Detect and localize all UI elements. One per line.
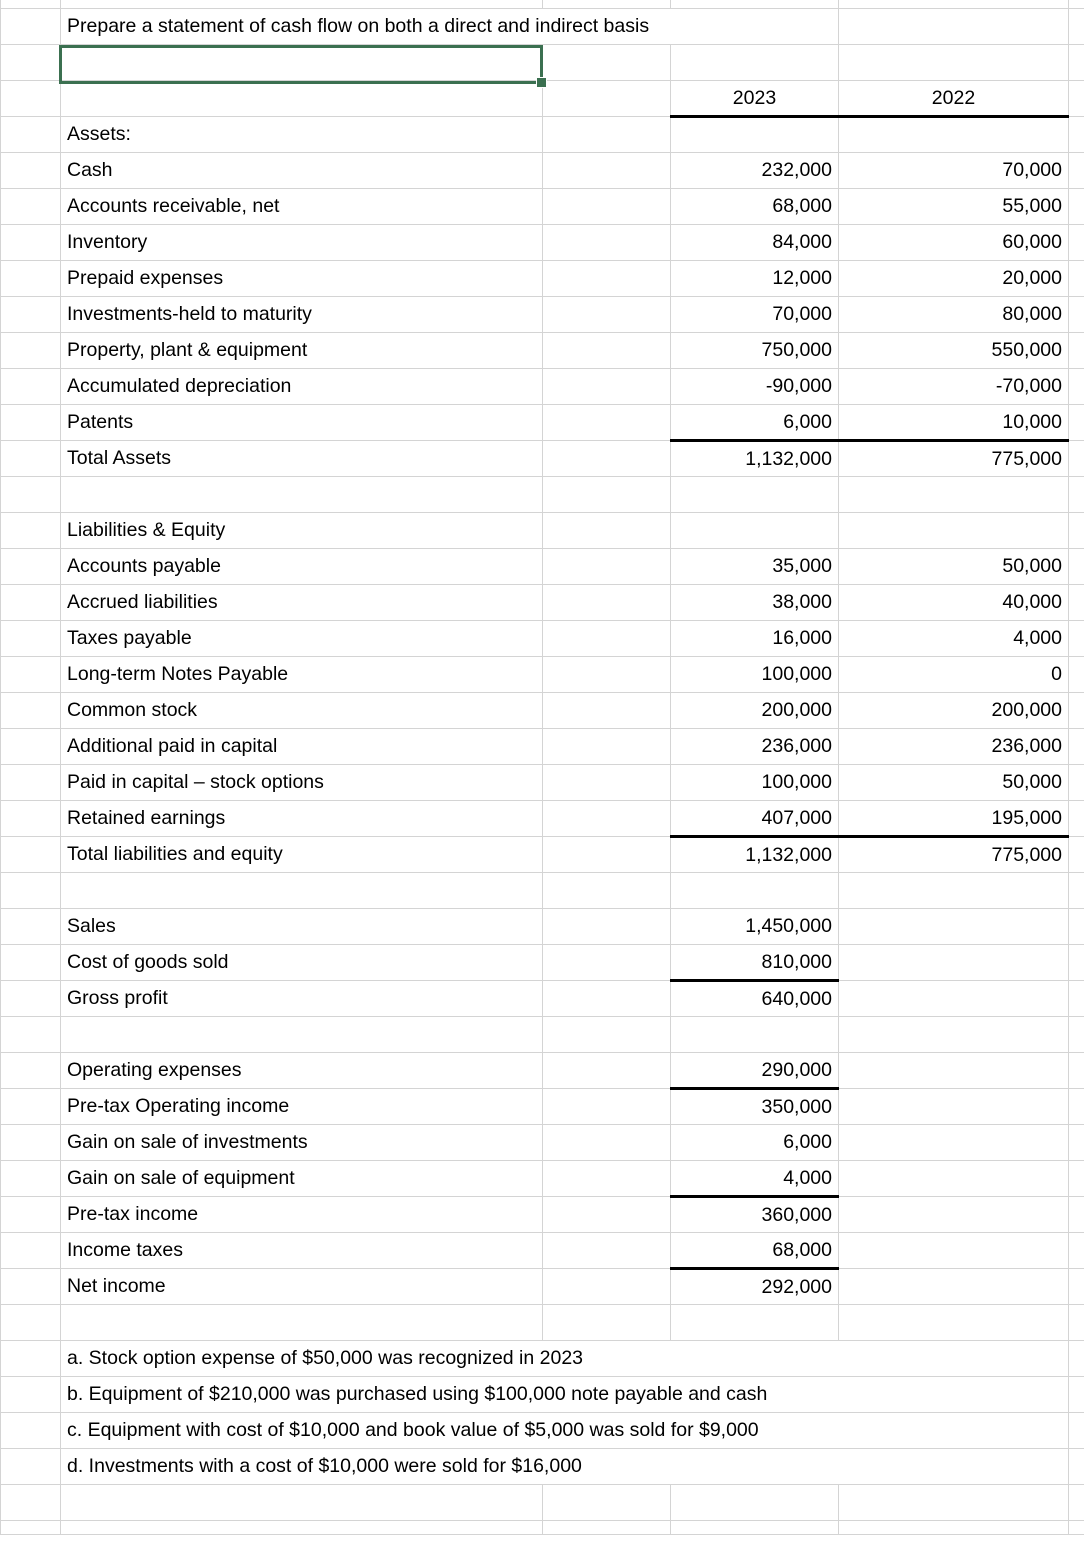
cell-blank[interactable] (543, 44, 671, 80)
gutter-cell[interactable] (1, 1304, 61, 1340)
gutter-cell[interactable] (1, 44, 61, 80)
cell-blank[interactable] (1069, 1232, 1084, 1268)
row-label-investments-htm[interactable]: Investments-held to maturity (61, 296, 543, 332)
value-pre-tax-income-2023[interactable]: 360,000 (671, 1196, 839, 1232)
cell-blank[interactable] (671, 1016, 839, 1052)
gutter-cell[interactable] (1, 548, 61, 584)
value-pre-tax-operating-income-2023[interactable]: 350,000 (671, 1088, 839, 1124)
cell-blank[interactable] (61, 80, 543, 116)
cell-blank[interactable] (1069, 188, 1084, 224)
cell-blank[interactable] (543, 224, 671, 260)
row-label-accounts-payable[interactable]: Accounts payable (61, 548, 543, 584)
gutter-cell[interactable] (1, 980, 61, 1016)
cell-blank[interactable] (543, 908, 671, 944)
gutter-cell[interactable] (1, 764, 61, 800)
table-row (1, 224, 1084, 260)
cell-blank[interactable] (839, 1016, 1069, 1052)
value-inventory-2023[interactable]: 84,000 (671, 224, 839, 260)
value-paid-in-capital-stock-options-2023[interactable]: 100,000 (671, 764, 839, 800)
note-d-text: d. Investments with a cost of $10,000 were sold for $16,000 (67, 1454, 582, 1477)
table-row-total (1, 440, 1084, 476)
cell-blank[interactable] (543, 1484, 671, 1520)
cell-blank[interactable] (543, 764, 671, 800)
cell-blank[interactable] (543, 980, 671, 1016)
cell-blank[interactable] (671, 1304, 839, 1340)
table-row (1, 620, 1084, 656)
cell-blank[interactable] (1069, 440, 1084, 476)
cell-blank[interactable] (839, 1052, 1069, 1088)
gutter-cell[interactable] (1, 692, 61, 728)
gutter-cell[interactable] (1, 1124, 61, 1160)
row-spacer (1, 1520, 1084, 1534)
table-row (1, 728, 1084, 764)
cell-blank[interactable] (839, 872, 1069, 908)
cell-blank[interactable] (1069, 728, 1084, 764)
value-ppe-2023[interactable]: 750,000 (671, 332, 839, 368)
cell-blank[interactable] (1069, 260, 1084, 296)
table-row-total (1, 1268, 1084, 1304)
table-row (1, 908, 1084, 944)
cell-blank[interactable] (671, 44, 839, 80)
cell-blank[interactable] (1069, 836, 1084, 872)
cell-blank[interactable] (543, 332, 671, 368)
cell-blank[interactable] (1069, 1088, 1084, 1124)
row-label-pre-tax-operating-income[interactable]: Pre-tax Operating income (61, 1088, 543, 1124)
cell-blank[interactable] (543, 1124, 671, 1160)
value-accumulated-depreciation-2022[interactable]: -70,000 (839, 368, 1069, 404)
selected-cell[interactable] (61, 44, 543, 80)
cell-blank[interactable] (543, 512, 671, 548)
row-label-taxes-payable[interactable]: Taxes payable (61, 620, 543, 656)
gutter-cell[interactable] (1, 656, 61, 692)
cell-blank[interactable] (543, 584, 671, 620)
cell-blank[interactable] (1069, 1484, 1084, 1520)
cell-blank[interactable] (1069, 1448, 1084, 1484)
value-accounts-receivable-2022[interactable]: 55,000 (839, 188, 1069, 224)
row-label-sales[interactable]: Sales (61, 908, 543, 944)
gutter-cell[interactable] (1, 1448, 61, 1484)
cell-blank[interactable] (1069, 1196, 1084, 1232)
row-liabilities-heading (1, 512, 1084, 548)
row-label-total-liabilities-and-equity[interactable]: Total liabilities and equity (61, 836, 543, 872)
cell-blank[interactable] (1069, 1520, 1084, 1534)
table-row (1, 1232, 1084, 1268)
cell-blank[interactable] (1069, 0, 1084, 8)
prompt-cell[interactable] (61, 8, 839, 44)
cell-blank[interactable] (1069, 44, 1084, 80)
cell-blank[interactable] (1069, 1052, 1084, 1088)
cell-blank[interactable] (1069, 224, 1084, 260)
cell-blank[interactable] (671, 1520, 839, 1534)
table-row (1, 548, 1084, 584)
cell-blank[interactable] (543, 440, 671, 476)
value-accounts-payable-2022[interactable]: 50,000 (839, 548, 1069, 584)
row-label-gain-on-sale-of-equipment[interactable]: Gain on sale of equipment (61, 1160, 543, 1196)
value-additional-paid-in-capital-2023[interactable]: 236,000 (671, 728, 839, 764)
value-retained-earnings-2022[interactable]: 195,000 (839, 800, 1069, 836)
gutter-cell[interactable] (1, 296, 61, 332)
row-spacer (1, 1484, 1084, 1520)
cell-blank[interactable] (1069, 1340, 1084, 1376)
value-long-term-notes-2023[interactable]: 100,000 (671, 656, 839, 692)
cell-blank[interactable] (543, 836, 671, 872)
value-accounts-payable-2023[interactable]: 35,000 (671, 548, 839, 584)
row-spacer (1, 1304, 1084, 1340)
row-label-pre-tax-income[interactable]: Pre-tax income (61, 1196, 543, 1232)
value-prepaid-expenses-2023[interactable]: 12,000 (671, 260, 839, 296)
note-a-cell[interactable] (61, 1340, 1069, 1376)
cell-blank[interactable] (839, 1196, 1069, 1232)
cell-blank[interactable] (671, 512, 839, 548)
cell-blank[interactable] (839, 512, 1069, 548)
gutter-cell[interactable] (1, 260, 61, 296)
value-accumulated-depreciation-2023[interactable]: -90,000 (671, 368, 839, 404)
note-c-text: c. Equipment with cost of $10,000 and book value of $5,000 was sold for $9,000 (67, 1418, 759, 1441)
value-accrued-liabilities-2023[interactable]: 38,000 (671, 584, 839, 620)
cell-blank[interactable] (61, 872, 543, 908)
table-row (1, 692, 1084, 728)
cell-blank[interactable] (839, 0, 1069, 8)
table-row (1, 1124, 1084, 1160)
table-row (1, 332, 1084, 368)
value-cash-2022[interactable]: 70,000 (839, 152, 1069, 188)
table-row (1, 944, 1084, 980)
row-note-a (1, 1340, 1084, 1376)
cell-blank[interactable] (1069, 512, 1084, 548)
cell-blank[interactable] (1069, 80, 1084, 116)
table-row (1, 152, 1084, 188)
cell-blank[interactable] (543, 620, 671, 656)
value-additional-paid-in-capital-2022[interactable]: 236,000 (839, 728, 1069, 764)
cell-blank[interactable] (1069, 332, 1084, 368)
cell-blank[interactable] (1069, 1016, 1084, 1052)
value-cost-of-goods-sold-2023[interactable]: 810,000 (671, 944, 839, 980)
row-label-ppe[interactable]: Property, plant & equipment (61, 332, 543, 368)
table-row-total (1, 1088, 1084, 1124)
gutter-cell[interactable] (1, 224, 61, 260)
value-net-income-2023[interactable]: 292,000 (671, 1268, 839, 1304)
gutter-cell[interactable] (1, 152, 61, 188)
value-patents-2023[interactable]: 6,000 (671, 404, 839, 440)
cell-blank[interactable] (543, 1304, 671, 1340)
value-gross-profit-2023[interactable]: 640,000 (671, 980, 839, 1016)
gutter-cell[interactable] (1, 1052, 61, 1088)
cell-blank[interactable] (543, 872, 671, 908)
cell-blank[interactable] (839, 476, 1069, 512)
cell-blank[interactable] (839, 980, 1069, 1016)
gutter-cell[interactable] (1, 800, 61, 836)
row-label-accounts-receivable[interactable]: Accounts receivable, net (61, 188, 543, 224)
table-row (1, 656, 1084, 692)
gutter-cell[interactable] (1, 944, 61, 980)
cell-blank[interactable] (543, 116, 671, 152)
row-note-d (1, 1448, 1084, 1484)
value-inventory-2022[interactable]: 60,000 (839, 224, 1069, 260)
header-year-2023[interactable]: 2023 (671, 80, 839, 116)
cell-blank[interactable] (543, 656, 671, 692)
value-total-assets-2023[interactable]: 1,132,000 (671, 440, 839, 476)
cell-blank[interactable] (543, 476, 671, 512)
liabilities-heading[interactable]: Liabilities & Equity (61, 512, 543, 548)
cell-blank[interactable] (1069, 1412, 1084, 1448)
cell-blank[interactable] (1069, 980, 1084, 1016)
cell-blank[interactable] (543, 404, 671, 440)
gutter-cell[interactable] (1, 620, 61, 656)
cell-blank[interactable] (839, 1520, 1069, 1534)
gutter-cell[interactable] (1, 1232, 61, 1268)
cell-blank[interactable] (543, 728, 671, 764)
value-total-liabilities-and-equity-2023[interactable]: 1,132,000 (671, 836, 839, 872)
cell-blank[interactable] (543, 944, 671, 980)
value-taxes-payable-2023[interactable]: 16,000 (671, 620, 839, 656)
note-b-text: b. Equipment of $210,000 was purchased using $100,000 note payable and cash (67, 1382, 768, 1405)
cell-blank[interactable] (61, 1520, 543, 1534)
gutter-cell[interactable] (1, 1484, 61, 1520)
row-assets-heading (1, 116, 1084, 152)
cell-blank[interactable] (1069, 584, 1084, 620)
cell-blank[interactable] (543, 0, 671, 8)
gutter-cell[interactable] (1, 440, 61, 476)
value-prepaid-expenses-2022[interactable]: 20,000 (839, 260, 1069, 296)
cell-blank[interactable] (1069, 368, 1084, 404)
cell-blank[interactable] (1069, 872, 1084, 908)
cell-blank[interactable] (1069, 404, 1084, 440)
row-label-paid-in-capital-stock-options[interactable]: Paid in capital – stock options (61, 764, 543, 800)
gutter-cell[interactable] (1, 1412, 61, 1448)
table-row (1, 260, 1084, 296)
row-selected-blank (1, 44, 1084, 80)
row-label-additional-paid-in-capital[interactable]: Additional paid in capital (61, 728, 543, 764)
table-row (1, 1160, 1084, 1196)
table-row (1, 764, 1084, 800)
row-spacer (1, 1016, 1084, 1052)
gutter-cell[interactable] (1, 728, 61, 764)
cell-blank[interactable] (543, 1520, 671, 1534)
row-label-operating-expenses[interactable]: Operating expenses (61, 1052, 543, 1088)
cell-blank[interactable] (543, 80, 671, 116)
row-spacer (1, 476, 1084, 512)
cell-blank[interactable] (543, 1016, 671, 1052)
cell-blank[interactable] (671, 476, 839, 512)
table-row (1, 584, 1084, 620)
cell-blank[interactable] (1069, 800, 1084, 836)
cell-blank[interactable] (1069, 656, 1084, 692)
cell-blank[interactable] (543, 260, 671, 296)
value-total-liabilities-and-equity-2022[interactable]: 775,000 (839, 836, 1069, 872)
table-row (1, 296, 1084, 332)
cell-blank[interactable] (543, 368, 671, 404)
cell-blank[interactable] (543, 1268, 671, 1304)
note-d-cell[interactable] (61, 1448, 1069, 1484)
assets-heading[interactable]: Assets: (61, 116, 543, 152)
fill-handle[interactable] (536, 77, 547, 88)
cell-blank[interactable] (1069, 1124, 1084, 1160)
cell-blank[interactable] (671, 872, 839, 908)
cell-blank[interactable] (1069, 692, 1084, 728)
cell-blank[interactable] (543, 1160, 671, 1196)
cell-blank[interactable] (839, 944, 1069, 980)
cell-blank[interactable] (61, 1484, 543, 1520)
gutter-cell[interactable] (1, 188, 61, 224)
cell-blank[interactable] (61, 0, 543, 8)
value-taxes-payable-2022[interactable]: 4,000 (839, 620, 1069, 656)
cell-blank[interactable] (543, 1196, 671, 1232)
row-label-income-taxes[interactable]: Income taxes (61, 1232, 543, 1268)
cell-blank[interactable] (61, 476, 543, 512)
cell-blank[interactable] (1069, 620, 1084, 656)
prompt-text: Prepare a statement of cash flow on both a direct and indirect basis (67, 14, 650, 37)
cell-blank[interactable] (1069, 908, 1084, 944)
gutter-cell[interactable] (1, 1196, 61, 1232)
cell-blank[interactable] (543, 1232, 671, 1268)
gutter-cell[interactable] (1, 1088, 61, 1124)
value-operating-expenses-2023[interactable]: 290,000 (671, 1052, 839, 1088)
value-ppe-2022[interactable]: 550,000 (839, 332, 1069, 368)
cell-blank[interactable] (1069, 152, 1084, 188)
cell-blank[interactable] (1069, 1268, 1084, 1304)
cell-blank[interactable] (543, 548, 671, 584)
table-row (1, 368, 1084, 404)
cell-blank[interactable] (1069, 548, 1084, 584)
cell-blank[interactable] (839, 116, 1069, 152)
table-row (1, 404, 1084, 440)
cell-blank[interactable] (1069, 1376, 1084, 1412)
cell-blank[interactable] (1069, 116, 1084, 152)
value-retained-earnings-2023[interactable]: 407,000 (671, 800, 839, 836)
cell-blank[interactable] (1069, 296, 1084, 332)
cell-blank[interactable] (543, 800, 671, 836)
value-gain-on-sale-of-equipment-2023[interactable]: 4,000 (671, 1160, 839, 1196)
row-label-accumulated-depreciation[interactable]: Accumulated depreciation (61, 368, 543, 404)
cell-blank[interactable] (543, 296, 671, 332)
gutter-cell[interactable] (1, 1340, 61, 1376)
gutter-cell[interactable] (1, 1520, 61, 1534)
value-income-taxes-2023[interactable]: 68,000 (671, 1232, 839, 1268)
cell-blank[interactable] (671, 116, 839, 152)
cell-blank[interactable] (839, 1160, 1069, 1196)
value-common-stock-2022[interactable]: 200,000 (839, 692, 1069, 728)
note-a-text: a. Stock option expense of $50,000 was recognized in 2023 (67, 1346, 584, 1369)
gutter-cell[interactable] (1, 368, 61, 404)
row-label-inventory[interactable]: Inventory (61, 224, 543, 260)
row-label-prepaid-expenses[interactable]: Prepaid expenses (61, 260, 543, 296)
cell-blank[interactable] (839, 44, 1069, 80)
row-label-total-assets[interactable]: Total Assets (61, 440, 543, 476)
gutter-cell[interactable] (1, 1016, 61, 1052)
table-row-total (1, 836, 1084, 872)
cell-blank[interactable] (543, 1088, 671, 1124)
cell-blank[interactable] (1069, 764, 1084, 800)
cell-blank[interactable] (543, 188, 671, 224)
gutter-cell[interactable] (1, 512, 61, 548)
row-label-gain-on-sale-of-investments[interactable]: Gain on sale of investments (61, 1124, 543, 1160)
value-total-assets-2022[interactable]: 775,000 (839, 440, 1069, 476)
note-b-cell[interactable] (61, 1376, 1069, 1412)
cell-blank[interactable] (543, 1052, 671, 1088)
gutter-cell[interactable] (1, 1268, 61, 1304)
value-accounts-receivable-2023[interactable]: 68,000 (671, 188, 839, 224)
gutter-cell[interactable] (1, 8, 61, 44)
gutter-cell[interactable] (1, 1160, 61, 1196)
value-investments-htm-2023[interactable]: 70,000 (671, 296, 839, 332)
row-note-c (1, 1412, 1084, 1448)
value-gain-on-sale-of-investments-2023[interactable]: 6,000 (671, 1124, 839, 1160)
value-cash-2023[interactable]: 232,000 (671, 152, 839, 188)
row-label-cost-of-goods-sold[interactable]: Cost of goods sold (61, 944, 543, 980)
gutter-cell[interactable] (1, 404, 61, 440)
row-label-long-term-notes[interactable]: Long-term Notes Payable (61, 656, 543, 692)
row-label-patents[interactable]: Patents (61, 404, 543, 440)
cell-blank[interactable] (671, 1484, 839, 1520)
row-label-accrued-liabilities[interactable]: Accrued liabilities (61, 584, 543, 620)
cell-blank[interactable] (61, 1304, 543, 1340)
table-row (1, 800, 1084, 836)
cell-blank[interactable] (1069, 1160, 1084, 1196)
value-common-stock-2023[interactable]: 200,000 (671, 692, 839, 728)
cell-blank[interactable] (1069, 944, 1084, 980)
value-investments-htm-2022[interactable]: 80,000 (839, 296, 1069, 332)
row-spacer (1, 872, 1084, 908)
gutter-cell[interactable] (1, 80, 61, 116)
cell-blank[interactable] (839, 908, 1069, 944)
cell-blank[interactable] (1069, 8, 1084, 44)
row-label-net-income[interactable]: Net income (61, 1268, 543, 1304)
cell-blank[interactable] (839, 1268, 1069, 1304)
cell-blank[interactable] (839, 1088, 1069, 1124)
gutter-cell[interactable] (1, 332, 61, 368)
gutter-cell[interactable] (1, 872, 61, 908)
gutter-cell[interactable] (1, 1376, 61, 1412)
header-year-2022[interactable]: 2022 (839, 80, 1069, 116)
cell-blank[interactable] (61, 1016, 543, 1052)
cell-blank[interactable] (1069, 476, 1084, 512)
gutter-cell[interactable] (1, 584, 61, 620)
row-label-cash[interactable]: Cash (61, 152, 543, 188)
value-patents-2022[interactable]: 10,000 (839, 404, 1069, 440)
gutter-cell[interactable] (1, 116, 61, 152)
value-paid-in-capital-stock-options-2022[interactable]: 50,000 (839, 764, 1069, 800)
row-label-gross-profit[interactable]: Gross profit (61, 980, 543, 1016)
gutter-cell[interactable] (1, 908, 61, 944)
row-note-b (1, 1376, 1084, 1412)
gutter-cell[interactable] (1, 836, 61, 872)
table-row (1, 1052, 1084, 1088)
cell-blank[interactable] (839, 1304, 1069, 1340)
row-label-common-stock[interactable]: Common stock (61, 692, 543, 728)
value-accrued-liabilities-2022[interactable]: 40,000 (839, 584, 1069, 620)
row-blank-top (1, 0, 1084, 8)
cell-blank[interactable] (839, 8, 1069, 44)
value-sales-2023[interactable]: 1,450,000 (671, 908, 839, 944)
gutter-cell[interactable] (1, 476, 61, 512)
cell-blank[interactable] (543, 692, 671, 728)
value-long-term-notes-2022[interactable]: 0 (839, 656, 1069, 692)
row-label-retained-earnings[interactable]: Retained earnings (61, 800, 543, 836)
cell-blank[interactable] (1069, 1304, 1084, 1340)
cell-blank[interactable] (839, 1484, 1069, 1520)
cell-blank[interactable] (543, 152, 671, 188)
gutter-cell[interactable] (1, 0, 61, 8)
cell-blank[interactable] (671, 0, 839, 8)
cell-blank[interactable] (839, 1232, 1069, 1268)
table-row-total (1, 1196, 1084, 1232)
table-row-total (1, 980, 1084, 1016)
row-prompt (1, 8, 1084, 44)
note-c-cell[interactable] (61, 1412, 1069, 1448)
table-row (1, 188, 1084, 224)
cell-blank[interactable] (839, 1124, 1069, 1160)
